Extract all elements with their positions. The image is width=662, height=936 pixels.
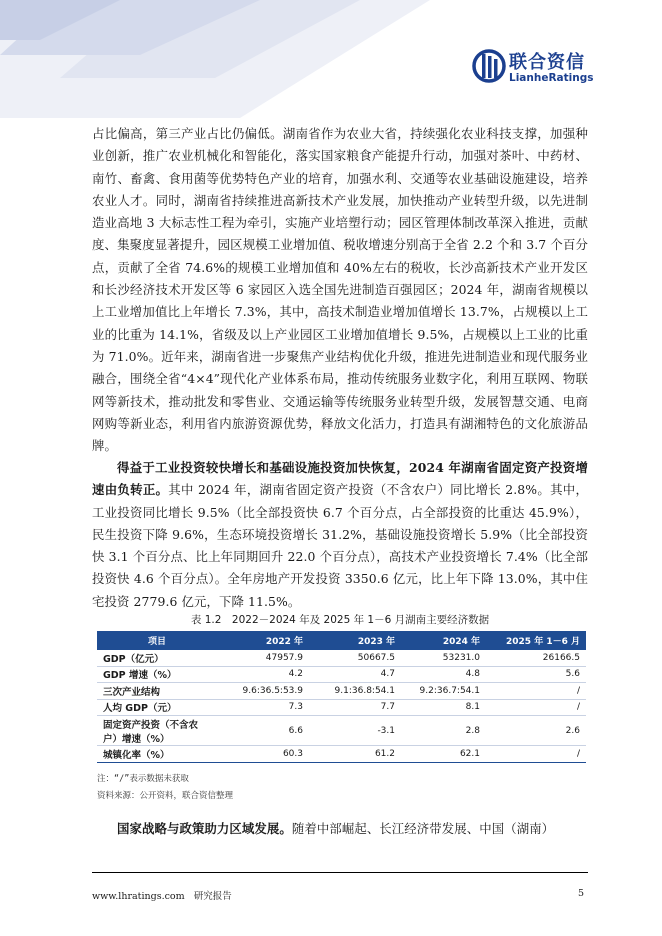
page-number: 5 <box>578 888 585 899</box>
table-row <box>97 746 586 763</box>
table-cell: 61.2 <box>309 746 401 763</box>
table-cell: 人均 GDP（元） <box>97 699 217 716</box>
paragraph-investment-body: 其中 2024 年，湖南省固定资产投资（不含农户）同比增长 2.8%。其中，工业投资同比增长 9.5%（比全部投资快 6.7 个百分点，占全部投资的比重达 45.9%），民生投资下降 9.6%，生态环境投资增长 31.2%，基础设施投资增长 5.9%（比全部投资快 3.1 个百分点、比上年同期回升 22.0 个百分点），高技术产业投资增长 7.4%（比全部投资快 4.6 个百分点）。全年房地产开发投资 3350.6 亿元，比上年下降 13.0%，其中住宅投资 2779.6 亿元，下降 11.5%。 <box>92 482 588 609</box>
table-cell: 2.8 <box>401 716 486 746</box>
brand-name-en: LianheRatings <box>509 72 594 84</box>
table-cell: / <box>486 699 586 716</box>
table-cell: GDP（亿元） <box>97 650 217 666</box>
paragraph-strategy-body: 随着中部崛起、长江经济带发展、中国（湖南） <box>291 821 555 836</box>
table-header: 2022 年 <box>217 631 309 650</box>
table-cell: GDP 增速（%） <box>97 666 217 683</box>
table-cell: 7.3 <box>217 699 309 716</box>
table-cell: 9.1:36.8:54.1 <box>309 683 401 700</box>
table-cell: / <box>486 746 586 763</box>
table-header: 2025 年 1－6 月 <box>486 631 586 650</box>
table-cell: 47957.9 <box>217 650 309 666</box>
table-cell: 4.2 <box>217 666 309 683</box>
table-cell: 城镇化率（%） <box>97 746 217 763</box>
economic-data-table <box>97 631 586 763</box>
paragraph-strategy <box>92 818 588 840</box>
brand-name-cn: 联合资信 <box>509 52 585 73</box>
table-row <box>97 683 586 700</box>
table-cell: 9.6:36.5:53.9 <box>217 683 309 700</box>
table-header: 2023 年 <box>309 631 401 650</box>
table-cell: 三次产业结构 <box>97 683 217 700</box>
footer-website: www.lhratings.com <box>92 891 185 902</box>
logo-mark-icon <box>472 46 506 86</box>
table-row <box>97 650 586 666</box>
table-cell: / <box>486 683 586 700</box>
table-caption: 表 1.2 2022－2024 年及 2025 年 1－6 月湖南主要经济数据 <box>190 614 490 626</box>
brand-logo <box>472 44 622 92</box>
table-header: 2024 年 <box>401 631 486 650</box>
table-cell: 4.8 <box>401 666 486 683</box>
table-row <box>97 666 586 683</box>
footer-divider <box>92 872 588 873</box>
table-row <box>97 699 586 716</box>
table-header-row <box>97 631 586 650</box>
table-cell: 固定资产投资（不含农户）增速（%） <box>97 716 217 746</box>
paragraph-industry: 占比偏高，第三产业占比仍偏低。湖南省作为农业大省，持续强化农业科技支撑，加强种业创新，推广农业机械化和智能化，落实国家粮食产能提升行动，加强对茶叶、中药材、南竹、畜禽、食用菌等优势特色产业的培育，加强水利、交通等农业基础设施建设，培养农业人才。同时，湖南省持续推进高新技术产业发展，加快推动产业转型升级，以先进制造业高地 3 大标志性工程为牵引，实施产业培塑行动；园区管理体制改革深入推进，贡献度、集聚度显著提升，园区规模工业增加值、税收增速分别高于全省 2.2 个和 3.7 个百分点，贡献了全省 74.6%的规模工业增加值和 40%左右的税收，长沙高新技术产业开发区和长沙经济技术开发区等 6 家园区入选全国先进制造百强园区；2024 年，湖南省规模以上工业增加值比上年增长 7.3%，其中，高技术制造业增加值增长 13.7%，占规模以上工业的比重为 14.1%，省级及以上产业园区工业增加值增长 9.5%，占规模以上工业的比重为 71.0%。近年来，湖南省进一步聚焦产业结构优化升级，推进先进制造业和现代服务业融合，围绕全省“4×4”现代化产业体系布局，推动传统服务业数字化，利用互联网、物联网等新技术，推动批发和零售业、交通运输等传统服务业转型升级，发展智慧交通、电商网购等新业态，利用省内旅游资源优势，释放文化活力，打造具有湖湘特色的文化旅游品牌。 <box>92 126 588 454</box>
footer-left <box>92 888 232 902</box>
table-row <box>97 716 586 746</box>
table-cell: 4.7 <box>309 666 401 683</box>
paragraph-strategy-lead: 国家战略与政策助力区域发展。 <box>117 821 292 836</box>
footer-doc-type: 研究报告 <box>193 891 232 902</box>
table-cell: 62.1 <box>401 746 486 763</box>
table-cell: 2.6 <box>486 716 586 746</box>
table-header: 项目 <box>97 631 217 650</box>
table-cell: 8.1 <box>401 699 486 716</box>
table-cell: 7.7 <box>309 699 401 716</box>
table-cell: 50667.5 <box>309 650 401 666</box>
table-cell: 6.6 <box>217 716 309 746</box>
table-cell: 60.3 <box>217 746 309 763</box>
table-cell: 53231.0 <box>401 650 486 666</box>
table-note: 注：“/”表示数据未获取 <box>97 774 189 784</box>
paragraph-investment <box>92 457 588 613</box>
table-source: 资料来源：公开资料，联合资信整理 <box>97 791 234 801</box>
table-cell: 26166.5 <box>486 650 586 666</box>
table-cell: -3.1 <box>309 716 401 746</box>
table-cell: 5.6 <box>486 666 586 683</box>
paragraph-investment-lead: 得益于工业投资较快增长和基础设施投资加快恢复，2024 年湖南省固定资产投资增速由负转正。 <box>92 460 588 498</box>
table-cell: 9.2:36.7:54.1 <box>401 683 486 700</box>
